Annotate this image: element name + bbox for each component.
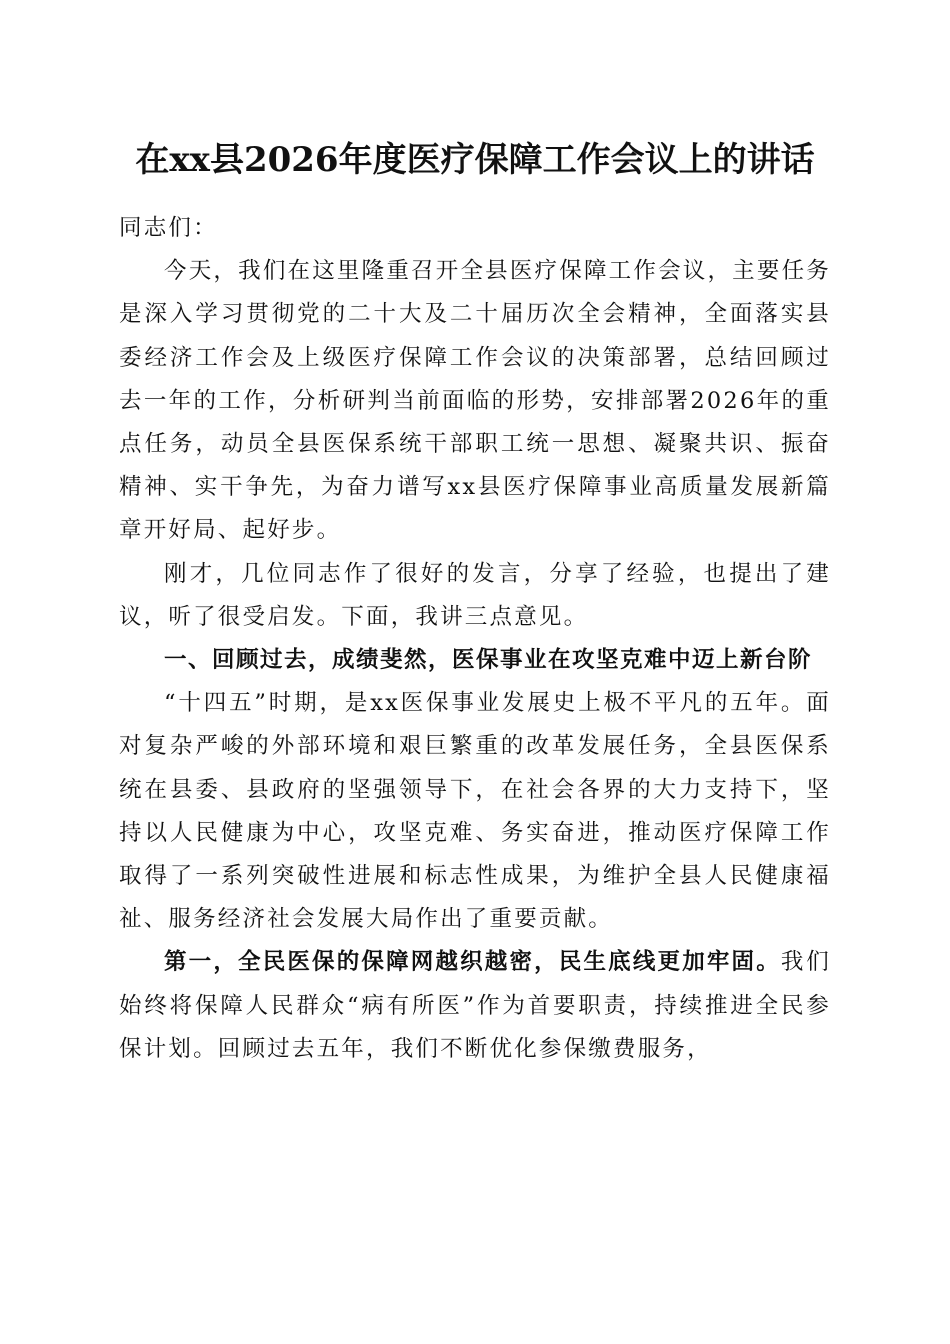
section-heading-1: 一、回顾过去，成绩斐然，医保事业在攻坚克难中迈上新台阶 (164, 647, 813, 674)
paragraph-opening: 今天，我们在这里隆重召开全县医疗保障工作会议，主要任务是深入学习贯彻党的二十大及二十届历次全会精神，全面落实县委经济工作会及上级医疗保障工作会议的决策部署，总结回顾过去一年的工作，分析研判当前面临的形势，安排部署2026年的重点任务，动员全县医保系统干部职工统一思想、凝聚共识、振奋精神、实干争先，为奋力谱写xx县医疗保障事业高质量发展新篇章开好局、起好步。 (119, 258, 831, 544)
salutation: 同志们： (119, 215, 218, 241)
first-point-body: 我们始终将保障人民群众“病有所医”作为首要职责，持续推进全民参保计划。回顾过去五年，我们不断优化参保缴费服务， (119, 949, 831, 1062)
paragraph-transition: 刚才，几位同志作了很好的发言，分享了经验，也提出了建议，听了很受启发。下面，我讲三点意见。 (119, 560, 831, 630)
document-title: 在xx县2026年度医疗保障工作会议上的讲话 (135, 140, 815, 180)
paragraph-first-point (119, 941, 831, 1071)
paragraph-review: “十四五”时期，是xx医保事业发展史上极不平凡的五年。面对复杂严峻的外部环境和艰巨繁重的改革发展任务，全县医保系统在县委、县政府的坚强领导下，在社会各界的大力支持下，坚持以人民健康为中心，攻坚克难、务实奋进，推动医疗保障工作取得了一系列突破性进展和标志性成果，为维护全县人民健康福祉、服务经济社会发展大局作出了重要贡献。 (119, 690, 831, 933)
first-point-lead: 第一，全民医保的保障网越织越密，民生底线更加牢固。 (164, 949, 781, 976)
document-body (119, 207, 831, 1071)
